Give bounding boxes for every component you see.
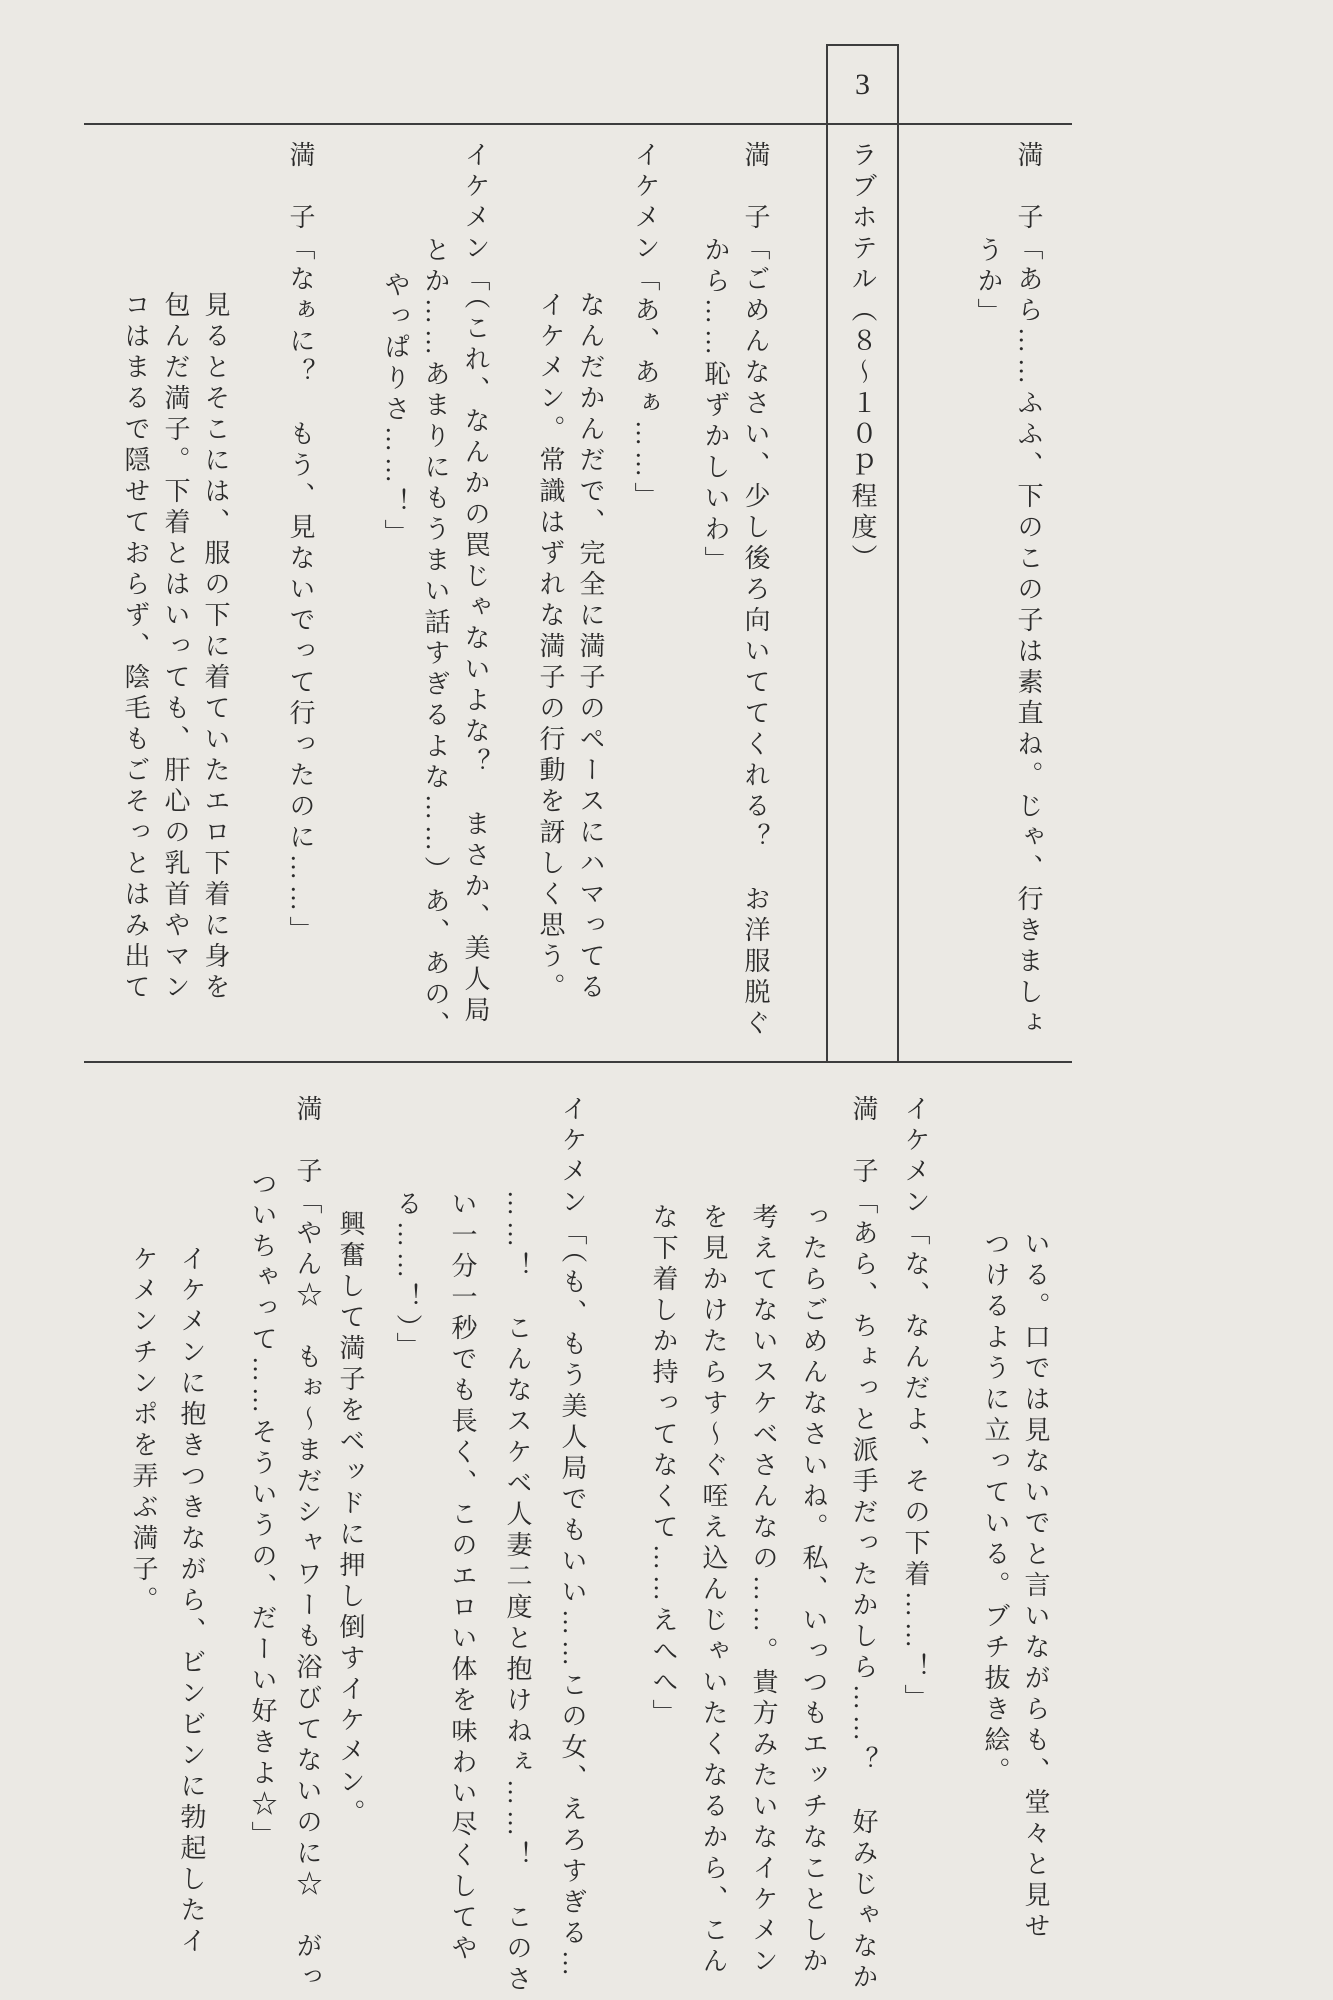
narration-line: コはまるで隠せておらず、陰毛もごそっとはみ出て — [121, 291, 150, 1004]
page-number: 3 — [855, 67, 870, 101]
dialogue-line: イケメン「な、なんだよ、その下着……！」 — [901, 1095, 930, 1715]
dialogue-line: い一分一秒でも長く、このエロい体を味わい尽くしてや — [448, 1190, 477, 1965]
narration-line: 見るとそこには、服の下に着ていたエロ下着に身を — [201, 291, 230, 1004]
dialogue-line: ったらごめんなさいね。私、いっつもエッチなことしか — [799, 1203, 828, 1978]
dialogue-block — [968, 141, 1048, 1040]
dialogue-line: やっぱりさ……！」 — [381, 271, 410, 550]
dialogue-line: から……恥ずかしいわ」 — [701, 236, 730, 577]
narration-line: なんだかんだで、完全に満子のペースにハマってる — [576, 291, 605, 1004]
dialogue-block — [695, 141, 775, 1040]
narration-line: イケメン。常識はずれな満子の行動を訝しく思う。 — [536, 291, 565, 1004]
dialogue-line: ……！ こんなスケベ人妻二度と抱けねぇ……！ このさ — [503, 1190, 532, 1996]
scene-column-right-rule — [826, 44, 828, 1063]
dialogue-line: イケメン「（も、もう美人局でもいい……この女、えろすぎる… — [558, 1095, 587, 1981]
dialogue-block — [280, 141, 320, 947]
narration-line: 包んだ満子。下着とはいっても、肝心の乳首やマン — [161, 291, 190, 1004]
narration-line: イケメンに抱きつきながら、ビンビンに勃起したイ — [177, 1245, 206, 1958]
dialogue-block — [380, 1095, 600, 1996]
dialogue-line: イケメン「あ、あぁ……」 — [631, 141, 660, 513]
dialogue-line: を見かけたらす～ぐ咥え込んじゃいたくなるから、こん — [699, 1203, 728, 1978]
narration-line: ケメンチンポを弄ぶ満子。 — [129, 1245, 158, 1617]
dialogue-line: イケメン「（これ、なんかの罠じゃないよな？ まさか、美人局 — [461, 141, 490, 1027]
dialogue-line: とか……あまりにもうまい話すぎるよな……）あ、あの、 — [421, 236, 450, 1042]
narration-line: いる。口では見ないでと言いながらも、堂々と見せ — [1021, 1230, 1050, 1943]
dialogue-line: な下着しか持ってなくて……えへへ」 — [649, 1203, 678, 1730]
dialogue-line: ついちゃって……そういうの、だーい好きよ☆」 — [248, 1170, 277, 1852]
section-divider-rule — [84, 1061, 1072, 1063]
dialogue-block — [895, 1095, 935, 1715]
header-rule — [84, 123, 1072, 125]
scene-heading-line: ラブホテル（８～１０ｐ程度） — [848, 141, 877, 575]
dialogue-line: る……！）」 — [393, 1190, 422, 1363]
scene-heading — [842, 141, 882, 575]
dialogue-line: 満 子「なぁに？ もう、見ないでって行ったのに……」 — [286, 141, 315, 947]
dialogue-line: 満 子「あら、ちょっと派手だったかしら……？ 好みじゃなか — [849, 1095, 878, 1994]
dialogue-block — [638, 1095, 888, 1994]
dialogue-line: 満 子「あら……ふふ、下のこの子は素直ね。じゃ、行きましょ — [1014, 141, 1043, 1040]
narration-block — [119, 1095, 215, 1958]
narration-block — [530, 141, 610, 1004]
dialogue-block — [625, 141, 665, 513]
narration-block — [330, 1095, 370, 1830]
dialogue-block — [375, 141, 495, 1042]
dialogue-block — [240, 1095, 330, 1994]
dialogue-line: うか」 — [974, 236, 1003, 329]
dialogue-line: 満 子「やん☆ もぉ～まだシャワーも浴びてないのに☆ がっ — [293, 1095, 322, 1994]
dialogue-line: 満 子「ごめんなさい、少し後ろ向いててくれる？ お洋服脱ぐ — [741, 141, 770, 1040]
narration-block — [115, 141, 235, 1004]
narration-line: 興奮して満子をベッドに押し倒すイケメン。 — [336, 1210, 365, 1830]
dialogue-line: 考えてないスケベさんなの……。貴方みたいなイケメン — [749, 1203, 778, 1978]
narration-line: つけるように立っている。ブチ抜き絵。 — [981, 1230, 1010, 1788]
narration-block — [975, 1095, 1055, 1943]
scene-column-left-rule — [897, 44, 899, 1063]
